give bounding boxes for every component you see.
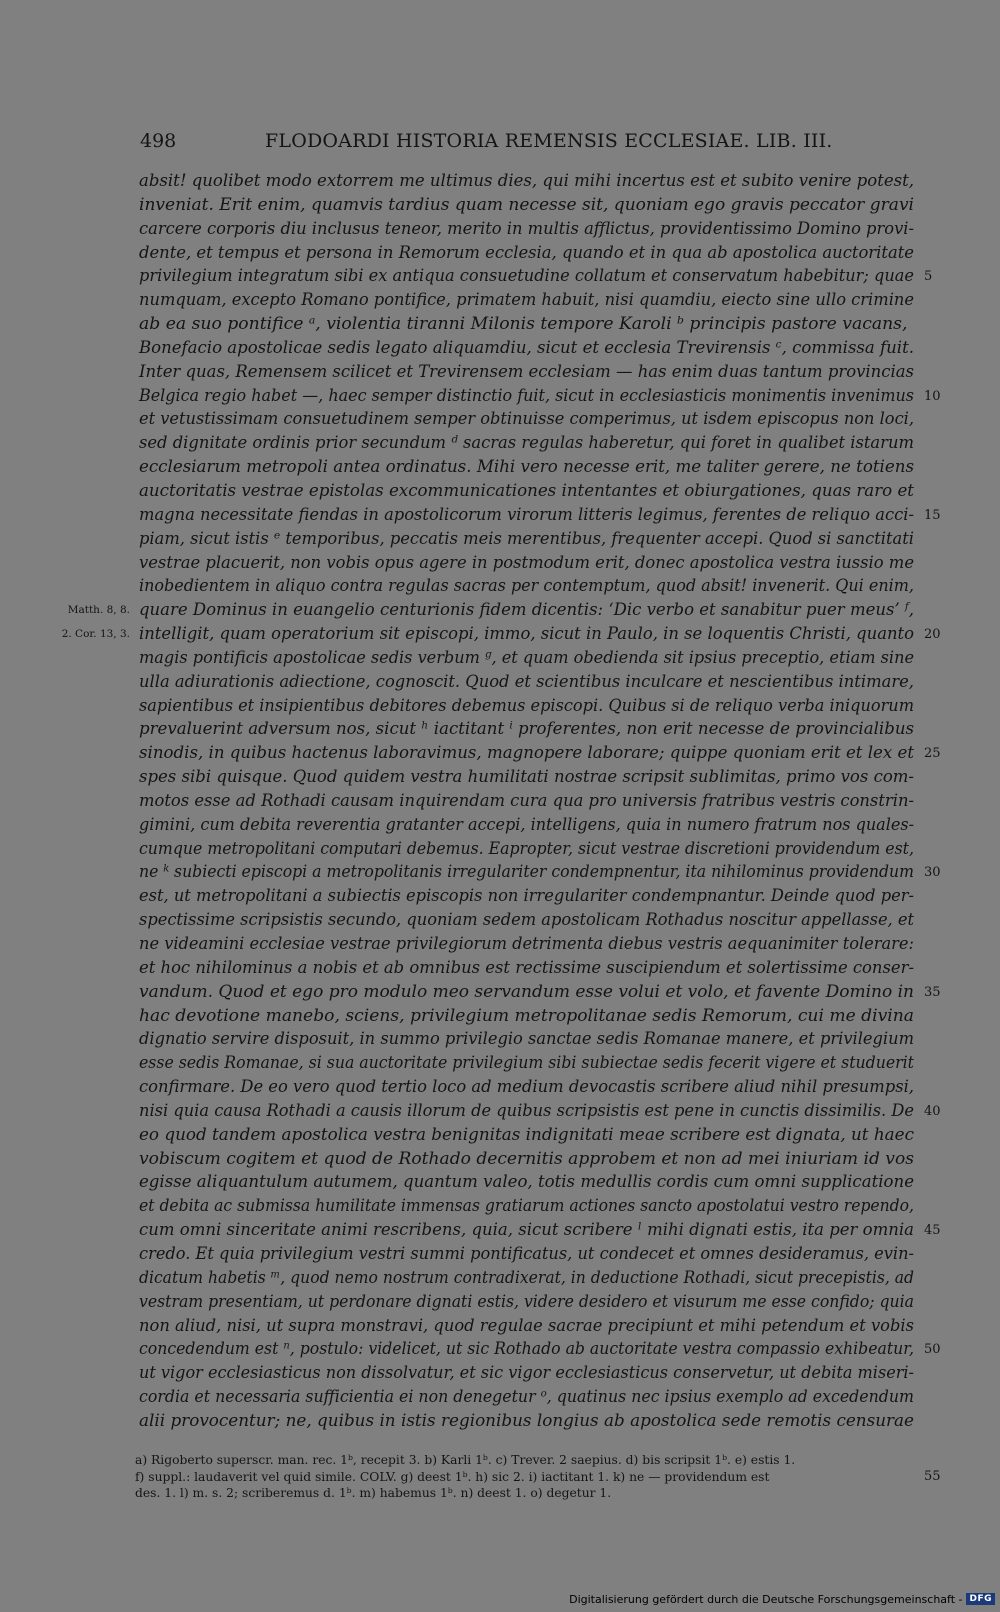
line-text: ne videamini ecclesiae vestrae privilegiorum detrimenta diebus vestris aequanimiter tolerare: — [139, 934, 914, 954]
text-line — [0, 742, 1000, 766]
line-number: 20 — [924, 627, 941, 643]
line-number: 50 — [924, 1342, 941, 1358]
text-line — [0, 623, 1000, 647]
line-text: numquam, excepto Romano pontifice, primatem habuit, nisi quamdiu, eiecto sine ullo crimine — [139, 290, 914, 311]
line-text: magna necessitate fiendas in apostolicorum virorum litteris legimus, ferentes de reliquo acci- — [139, 504, 914, 525]
text-line — [0, 1362, 1000, 1386]
line-text: motos esse ad Rothadi causam inquirendam cura qua pro universis fratribus vestris constrin- — [139, 790, 914, 811]
text-line — [0, 1219, 1000, 1243]
text-line — [0, 528, 1000, 552]
line-text: privilegium integratum sibi ex antiqua consuetudine collatum et conservatum habebitur; quae — [139, 266, 914, 287]
text-line — [0, 1267, 1000, 1291]
line-text: sapientibus et insipientibus debitores debemus episcopi. Quibus si de reliquo verba iniquorum — [139, 695, 914, 716]
line-text: vandum. Quod et ego pro modulo meo servandum esse volui et volo, et favente Domino in — [139, 981, 914, 1002]
line-text: ut vigor ecclesiasticus non dissolvatur, et sic vigor ecclesiasticus conservetur, ut debita miseri- — [139, 1363, 914, 1384]
line-text: spectissime scripsistis secundo, quoniam sedem apostolicam Rothadus noscitur appellasse, et — [139, 910, 914, 931]
text-line — [0, 1148, 1000, 1172]
footnote-line — [0, 1469, 1000, 1486]
text-line — [0, 981, 1000, 1005]
line-text: cordia et necessaria sufficientia ei non denegetur ᵒ, quatinus nec ipsius exemplo ad excedendum — [139, 1387, 914, 1408]
text-line — [0, 1243, 1000, 1267]
line-text: vestrae placuerit, non vobis opus agere in postmodum erit, donec apostolica vestra iussio me — [139, 552, 914, 573]
text-line — [0, 1171, 1000, 1195]
text-line — [0, 838, 1000, 862]
text-line — [0, 1315, 1000, 1339]
text-line — [0, 1386, 1000, 1410]
line-text: cumque metropolitani computari debemus. Eapropter, sicut vestrae discretioni providendum est, — [139, 838, 914, 859]
line-number: 45 — [924, 1223, 941, 1239]
text-line — [0, 337, 1000, 361]
line-text: magis pontificis apostolicae sedis verbum ᵍ, et quam obedienda sit ipsius preceptio, etiam sine — [139, 647, 914, 668]
line-text: quare Dominus in euangelio centurionis fidem dicentis: ‘Dic verbo et sanabitur puer meus’ ᶠ, — [139, 600, 914, 621]
line-text: Inter quas, Remensem scilicet et Trevirensem ecclesiam — has enim duas tantum provincias — [139, 361, 914, 382]
text-line — [0, 575, 1000, 599]
text-line — [0, 671, 1000, 695]
line-number: 55 — [924, 1468, 941, 1484]
text-line — [0, 242, 1000, 266]
footnote-line — [0, 1452, 1000, 1469]
text-line — [0, 1076, 1000, 1100]
line-text: credo. Et quia privilegium vestri summi pontificatus, ut condecet et omnes desideramus, evin- — [139, 1243, 914, 1264]
page-header — [140, 130, 920, 160]
text-line — [0, 766, 1000, 790]
text-line — [0, 432, 1000, 456]
text-line — [0, 552, 1000, 576]
text-line — [0, 194, 1000, 218]
text-line — [0, 599, 1000, 623]
line-text: cum omni sinceritate animi rescribens, quia, sicut scribere ˡ mihi dignati estis, ita per omnia — [139, 1220, 914, 1241]
line-text: sed dignitate ordinis prior secundum ᵈ sacras regulas haberetur, qui foret in qualibet istarum — [139, 433, 914, 454]
footnote-text: a) Rigoberto superscr. man. rec. 1ᵇ, recepit 3. b) Karli 1ᵇ. c) Trever. 2 saepius. d) bis scripsit 1ᵇ. e) estis 1. — [135, 1453, 796, 1467]
line-text: dente, et tempus et persona in Remorum ecclesia, quando et in qua ab apostolica auctoritate — [139, 242, 914, 263]
text-line — [0, 885, 1000, 909]
line-text: dicatum habetis ᵐ, quod nemo nostrum contradixerat, in deductione Rothadi, sicut precepistis, ad — [139, 1267, 914, 1288]
line-text: ecclesiarum metropoli antea ordinatus. Mihi vero necesse erit, me taliter gerere, ne totiens — [139, 457, 914, 478]
text-line — [0, 313, 1000, 337]
line-text: Belgica regio habet —, haec semper distinctio fuit, sicut in ecclesiasticis monimentis invenimus — [139, 385, 914, 406]
line-text: inveniat. Erit enim, quamvis tardius quam necesse sit, quoniam ego gravis peccator gravi — [139, 194, 914, 215]
line-text: ne ᵏ subiecti episcopi a metropolitanis irregulariter condempnentur, ita nihilominus providendum — [139, 862, 914, 883]
line-text: ulla adiurationis adiectione, cognoscit. Quod et scientibus inculcare et nescientibus intimare, — [139, 671, 914, 692]
credit-text: Digitalisierung gefördert durch die Deutsche Forschungsgemeinschaft - — [569, 1592, 963, 1606]
line-text: esse sedis Romanae, si sua auctoritate privilegium sibi subiectae sedis fecerit vigere et studuerit — [139, 1053, 914, 1074]
footnote-line — [0, 1485, 1000, 1502]
dfg-logo: DFG — [966, 1593, 995, 1605]
text-line — [0, 1005, 1000, 1029]
text-line — [0, 1410, 1000, 1434]
line-number: 35 — [924, 984, 941, 1000]
text-line — [0, 1028, 1000, 1052]
text-line — [0, 695, 1000, 719]
footnote-text: des. 1. l) m. s. 2; scriberemus d. 1ᵇ. m) habemus 1ᵇ. n) deest 1. o) degetur 1. — [135, 1486, 612, 1500]
text-line — [0, 1195, 1000, 1219]
line-text: concedendum est ⁿ, postulo: videlicet, ut sic Rothado ab auctoritate vestra compassio exhibeatur, — [139, 1339, 914, 1360]
text-line — [0, 289, 1000, 313]
text-line — [0, 504, 1000, 528]
line-text: nisi quia causa Rothadi a causis illorum de quibus scripsistis est pene in cunctis dissimilis. De — [139, 1100, 914, 1121]
text-line — [0, 957, 1000, 981]
line-text: absit! quolibet modo extorrem me ultimus dies, qui mihi incertus est et subito venire potest, — [139, 171, 914, 191]
line-text: confirmare. De eo vero quod tertio loco ad medium devocastis scribere aliud nihil presumpsi, — [139, 1077, 914, 1098]
line-text: est, ut metropolitani a subiectis episcopis non irregulariter condempnantur. Deinde quod per- — [139, 886, 914, 907]
footnotes — [0, 1452, 1000, 1502]
digitization-credit — [569, 1590, 995, 1608]
line-text: Bonefacio apostolicae sedis legato aliquamdiu, sicut et ecclesia Trevirensis ᶜ, commissa fuit. — [139, 337, 914, 358]
text-line — [0, 1052, 1000, 1076]
line-number: 30 — [924, 865, 941, 881]
line-number: 15 — [924, 507, 941, 523]
line-text: carcere corporis diu inclusus teneor, merito in multis afflictus, providentissimo Domino provi- — [139, 218, 914, 239]
text-line — [0, 647, 1000, 671]
text-line — [0, 1291, 1000, 1315]
text-line — [0, 456, 1000, 480]
line-text: ab ea suo pontifice ᵃ, violentia tiranni Milonis tempore Karoli ᵇ principis pastore vacans, — [139, 314, 908, 335]
text-line — [0, 361, 1000, 385]
text-line — [0, 170, 1000, 194]
line-text: dignatio servire disposuit, in summo privilegio sanctae sedis Romanae manere, et privilegium — [139, 1029, 914, 1050]
line-text: egisse aliquantulum autumem, quantum valeo, totis medullis cordis cum omni supplicatione — [139, 1172, 914, 1193]
text-line — [0, 1100, 1000, 1124]
line-text: hac devotione manebo, sciens, privilegium metropolitanae sedis Remorum, cui me divina — [139, 1005, 914, 1026]
margin-reference: Matth. 8, 8. — [67, 604, 130, 617]
footnote-text: f) suppl.: laudaverit vel quid simile. COLV. g) deest 1ᵇ. h) sic 2. i) iactitant 1. k) ne — providendum est — [135, 1469, 770, 1484]
text-line — [0, 1338, 1000, 1362]
text-line — [0, 480, 1000, 504]
line-text: et debita ac submissa humilitate immensas gratiarum actiones sancto apostolatui vestro rependo, — [139, 1196, 914, 1217]
main-text — [0, 170, 1000, 1434]
line-number: 40 — [924, 1103, 941, 1119]
text-line — [0, 385, 1000, 409]
line-text: intelligit, quam operatorium sit episcopi, immo, sicut in Paulo, in se loquentis Christi, quanto — [139, 624, 914, 645]
line-number: 10 — [924, 388, 941, 404]
line-text: sinodis, in quibus hactenus laboravimus, magnopere laborare; quippe quoniam erit et lex et — [139, 743, 914, 764]
text-line — [0, 814, 1000, 838]
text-line — [0, 790, 1000, 814]
page-number: 498 — [140, 130, 177, 152]
line-number: 25 — [924, 746, 941, 762]
text-line — [0, 861, 1000, 885]
line-text: et hoc nihilominus a nobis et ab omnibus est rectissime suscipiendum et solertissime conser- — [139, 957, 914, 978]
line-text: prevaluerint adversum nos, sicut ʰ iactitant ⁱ proferentes, non erit necesse de provincialibus — [139, 719, 914, 740]
running-title: FLODOARDI HISTORIA REMENSIS ECCLESIAE. LIB. III. — [265, 130, 833, 152]
line-text: vestram presentiam, ut perdonare dignati estis, videre desidero et visurum me esse confido; quia — [139, 1291, 914, 1312]
line-text: eo quod tandem apostolica vestra benignitas indignitati meae scribere est dignata, ut haec — [139, 1124, 914, 1145]
text-line — [0, 1124, 1000, 1148]
line-text: piam, sicut istis ᵉ temporibus, peccatis meis merentibus, frequenter accepi. Quod si sanctitati — [139, 528, 914, 549]
line-text: spes sibi quisque. Quod quidem vestra humilitati nostrae scripsit sublimitas, primo vos com- — [139, 767, 914, 788]
line-text: inobedientem in aliquo contra regulas sacras per contemptum, quod absit! invenerit. Qui enim, — [139, 576, 914, 597]
margin-reference: 2. Cor. 13, 3. — [61, 628, 130, 641]
text-line — [0, 909, 1000, 933]
line-text: et vetustissimam consuetudinem semper obtinuisse comperimus, ut isdem episcopus non loci, — [139, 409, 914, 430]
text-line — [0, 408, 1000, 432]
line-text: auctoritatis vestrae epistolas excommunicationes intentantes et obiurgationes, quas raro et — [139, 480, 914, 501]
line-text: gimini, cum debita reverentia gratanter accepi, intelligens, quia in numero fratrum nos quales- — [139, 814, 914, 835]
text-line — [0, 718, 1000, 742]
line-number: 5 — [924, 269, 933, 285]
line-text: vobiscum cogitem et quod de Rothado decernitis approbem et non ad mei iniuriam id vos — [139, 1148, 914, 1169]
text-line — [0, 265, 1000, 289]
text-line — [0, 218, 1000, 242]
line-text: non aliud, nisi, ut supra monstravi, quod regulae sacrae precipiunt et mihi petendum et vobis — [139, 1315, 914, 1336]
text-line — [0, 933, 1000, 957]
line-text: alii provocentur; ne, quibus in istis regionibus longius ab apostolica sede remotis censurae — [139, 1410, 914, 1431]
